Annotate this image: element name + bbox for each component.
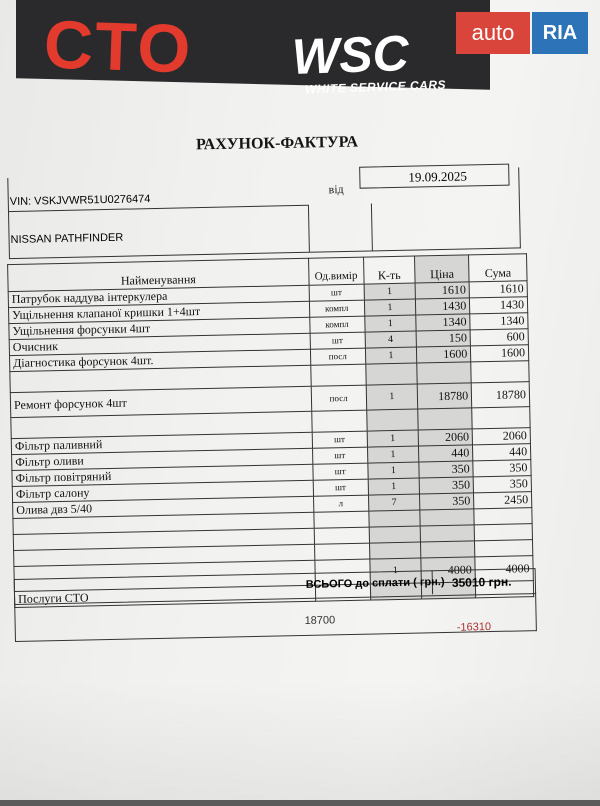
cell-unit: компл	[310, 316, 365, 333]
cell-unit	[312, 410, 367, 432]
cell-unit	[314, 511, 369, 528]
cell-qty: 1	[364, 283, 416, 300]
cell-name: Фільтр повітряний	[12, 464, 313, 486]
header-cell	[308, 203, 373, 251]
cell-unit	[314, 543, 369, 560]
cell-sum	[475, 540, 533, 557]
cell-unit	[311, 364, 366, 386]
cell-qty: 7	[368, 494, 420, 511]
cell-qty: 1	[367, 462, 419, 479]
cell-unit: шт	[313, 463, 368, 480]
cell-qty: 1	[367, 446, 419, 463]
cell-sum: 2060	[472, 428, 530, 445]
items-table	[7, 253, 534, 608]
cell-price: 1430	[416, 298, 470, 315]
cell-name: Діагностика форсунок 4шт.	[10, 349, 311, 371]
cell-unit: шт	[313, 479, 368, 496]
header-price: Ціна	[415, 255, 470, 283]
cell-price	[418, 408, 472, 430]
cell-unit: л	[313, 495, 368, 512]
cell-qty	[366, 409, 418, 431]
cell-unit: шт	[312, 447, 367, 464]
document-title: РАХУНОК-ФАКТУРА	[195, 133, 359, 154]
cell-price: 440	[419, 445, 473, 462]
cell-name: Ущільнення форсунки 4шт	[9, 317, 310, 339]
cell-price: 4000	[421, 557, 476, 583]
date-label: від	[328, 182, 344, 197]
logo-subtitle: WHITE SERVICE CARS	[304, 77, 447, 97]
cell-sum	[471, 361, 529, 383]
cell-sum: 18780	[471, 382, 529, 408]
cell-price	[420, 509, 474, 526]
cell-price: 350	[419, 477, 473, 494]
cell-price	[417, 362, 471, 384]
cell-name: Фільтр оливи	[12, 448, 313, 470]
cell-sum	[474, 524, 532, 541]
cell-price: 150	[416, 330, 470, 347]
cell-price	[421, 541, 475, 558]
cell-sum: 1430	[470, 297, 528, 314]
cell-qty: 4	[365, 331, 417, 348]
cell-unit: шт	[309, 284, 364, 301]
cell-price: 350	[420, 493, 474, 510]
cell-sum	[472, 407, 530, 429]
cell-sum: 4000	[475, 556, 533, 582]
cell-name: Ущільнення клапаної кришки 1+4шт	[9, 301, 310, 323]
car-model: NISSAN PATHFINDER	[10, 231, 124, 247]
cell-qty: 1	[364, 299, 416, 316]
page-shadow	[0, 680, 600, 800]
cell-qty	[365, 363, 417, 385]
header-qty: К-ть	[363, 256, 415, 284]
cell-sum: 2450	[474, 492, 532, 509]
cell-name: Фільтр паливний	[11, 432, 312, 454]
cell-qty: 1	[366, 384, 418, 410]
cell-sum: 1610	[469, 281, 527, 298]
cell-name: Фільтр салону	[12, 480, 313, 502]
cell-unit	[314, 527, 369, 544]
cell-qty: 1	[365, 347, 417, 364]
wsc-logo: WSC	[291, 24, 410, 86]
cell-qty	[368, 510, 420, 527]
cell-sum: 350	[473, 476, 531, 493]
cell-sum: 440	[473, 444, 531, 461]
header-sum: Сума	[469, 254, 527, 282]
watermark-auto: auto	[456, 12, 530, 54]
cell-unit: шт	[310, 332, 365, 349]
vin-text: VIN: VSKJVWR51U0276474	[9, 193, 151, 209]
cell-price: 1610	[415, 282, 469, 299]
cto-logo: CTO	[42, 6, 194, 88]
cell-price: 1600	[417, 346, 471, 363]
cell-price: 18780	[417, 383, 472, 409]
cell-sum: 600	[470, 329, 528, 346]
cell-price: 2060	[418, 429, 472, 446]
cell-name: Послуги СТО	[14, 585, 315, 607]
cell-unit: посл	[311, 385, 366, 411]
cell-unit: посл	[310, 348, 365, 365]
cell-qty: 1	[369, 558, 421, 584]
cell-name: Ремонт форсунок 4шт	[10, 386, 311, 417]
cell-price	[420, 525, 474, 542]
header-unit: Од.вимір	[308, 257, 363, 285]
total-label: ВСЬОГО до сплати ( грн.)	[305, 576, 445, 591]
total-value: 35010 грн.	[451, 574, 512, 590]
handwritten-note: 18700	[304, 614, 336, 627]
cell-qty: 1	[368, 478, 420, 495]
cell-qty	[369, 526, 421, 543]
handwritten-note-red: -16310	[456, 621, 492, 634]
cell-price: 350	[419, 461, 473, 478]
cell-sum	[474, 508, 532, 525]
cell-qty: 1	[367, 430, 419, 447]
cell-qty: 1	[364, 315, 416, 332]
watermark-ria: RIA	[532, 12, 588, 54]
cell-sum: 350	[473, 460, 531, 477]
cell-unit: компл	[309, 300, 364, 317]
cell-sum: 1600	[471, 345, 529, 362]
cell-sum: 1340	[470, 313, 528, 330]
cell-price: 1340	[416, 314, 470, 331]
cell-name: Очисник	[9, 333, 310, 355]
cell-qty	[369, 542, 421, 559]
date-field: 19.09.2025	[359, 164, 509, 189]
cell-unit: шт	[312, 431, 367, 448]
header-name: Найменування	[8, 258, 309, 291]
cell-name: Олива двз 5/40	[13, 496, 314, 518]
cell-name: Патрубок наддува інтеркулера	[8, 285, 309, 307]
